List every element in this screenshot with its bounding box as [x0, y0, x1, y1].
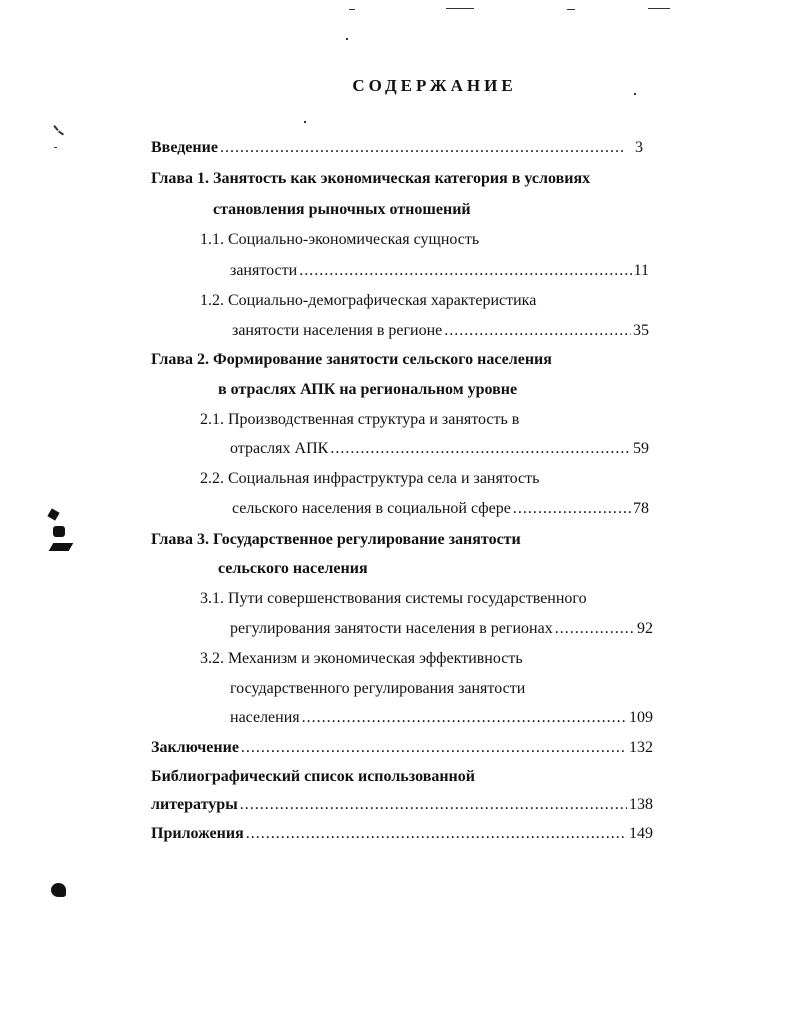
scan-artifact [58, 130, 64, 135]
scan-artifact [346, 38, 348, 40]
toc-entry-1-2 [232, 321, 649, 341]
toc-label: занятости [230, 262, 298, 279]
toc-page-number: 109 [629, 709, 653, 726]
dot-leader [241, 738, 627, 758]
chapter-3-title-cont: сельского населения [218, 560, 368, 577]
toc-label: регулирования занятости населения в регионах [230, 620, 553, 637]
scan-blot [49, 543, 74, 551]
toc-page-number: 138 [629, 796, 653, 813]
dot-leader [240, 795, 627, 815]
scan-blot [51, 883, 66, 897]
toc-label: отраслях АПК [230, 440, 329, 457]
scan-artifact [304, 121, 306, 123]
dot-leader [330, 439, 631, 459]
toc-page-number: 132 [629, 739, 653, 756]
scan-artifact [54, 147, 57, 148]
bibliography-title: Библиографический список использованной [151, 768, 475, 785]
toc-entry-2-1 [230, 439, 649, 459]
scan-blot [47, 508, 59, 520]
chapter-2-title-cont: в отраслях АПК на региональном уровне [218, 381, 518, 398]
dot-leader [302, 708, 627, 728]
scan-artifact [349, 9, 355, 10]
chapter-1-title-cont: становления рыночных отношений [213, 201, 471, 218]
toc-entry-2-2 [232, 499, 649, 519]
toc-entry-3-1 [230, 619, 653, 639]
scan-blot [53, 526, 65, 537]
toc-entry-intro [151, 138, 643, 158]
dot-leader [299, 261, 631, 281]
toc-entry-3-2 [230, 708, 653, 728]
dot-leader [444, 321, 631, 341]
toc-page-number: 3 [635, 139, 643, 156]
toc-page-number: 149 [629, 825, 653, 842]
dot-leader [555, 619, 635, 639]
section-2-1-title: 2.1. Производственная структура и занятость в [200, 411, 520, 428]
section-3-1-title: 3.1. Пути совершенствования системы государственного [200, 590, 587, 607]
section-3-2-title-cont: государственного регулирования занятости [230, 680, 526, 697]
toc-label: сельского населения в социальной сфере [232, 500, 511, 517]
scan-artifact [446, 8, 474, 9]
chapter-3-title: Глава 3. Государственное регулирование занятости [151, 531, 521, 548]
page-title: СОДЕРЖАНИЕ [352, 76, 517, 95]
section-1-1-title: 1.1. Социально-экономическая сущность [200, 231, 480, 248]
dot-leader [220, 138, 623, 158]
toc-page-number: 11 [633, 262, 649, 279]
toc-page-number: 92 [637, 620, 653, 637]
toc-page-number: 59 [633, 440, 649, 457]
toc-label: населения [230, 709, 300, 726]
toc-page-number: 35 [633, 322, 649, 339]
chapter-1-title: Глава 1. Занятость как экономическая категория в условиях [151, 170, 591, 187]
toc-label: Заключение [151, 739, 239, 756]
toc-label: Введение [151, 139, 218, 156]
toc-label: занятости населения в регионе [232, 322, 443, 339]
chapter-2-title: Глава 2. Формирование занятости сельского населения [151, 351, 552, 368]
toc-entry-1-1 [230, 261, 649, 281]
toc-page-number: 78 [633, 500, 649, 517]
toc-entry-bibliography [151, 795, 653, 815]
scan-artifact [567, 9, 575, 10]
toc-label: литературы [151, 796, 238, 813]
dot-leader [246, 824, 627, 844]
scan-artifact [648, 8, 670, 9]
toc-label: Приложения [151, 825, 244, 842]
dot-leader [513, 499, 631, 519]
section-3-2-title: 3.2. Механизм и экономическая эффективность [200, 650, 523, 667]
toc-entry-appendix [151, 824, 653, 844]
section-2-2-title: 2.2. Социальная инфраструктура села и занятость [200, 470, 540, 487]
section-1-2-title: 1.2. Социально-демографическая характеристика [200, 292, 537, 309]
toc-entry-conclusion [151, 738, 653, 758]
